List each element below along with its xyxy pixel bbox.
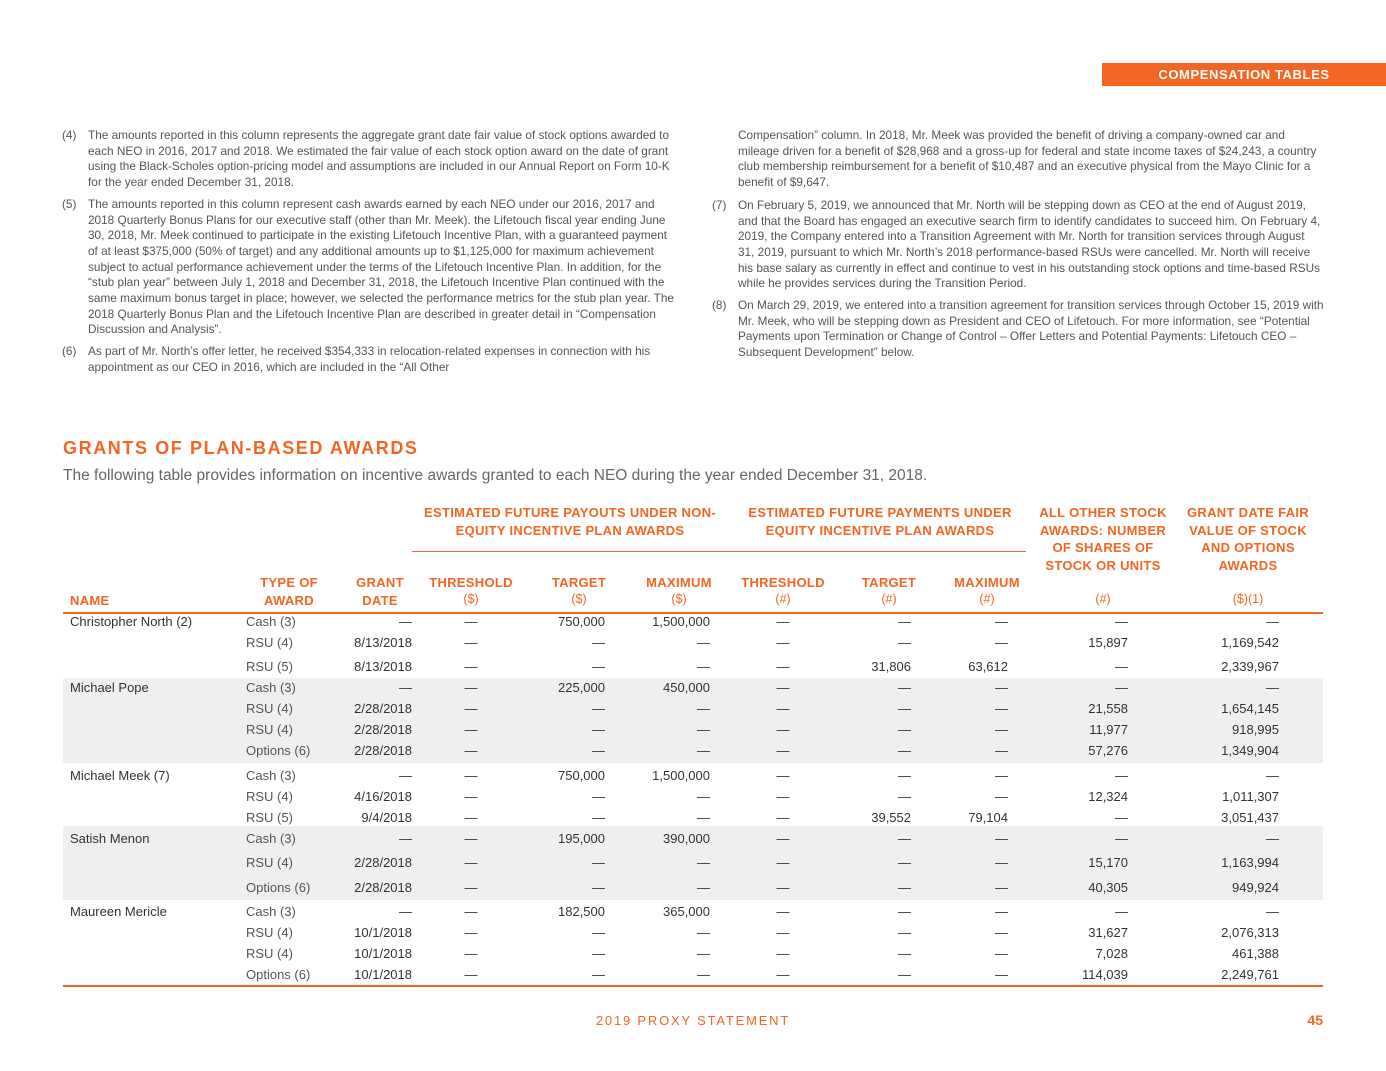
cell-ne-tgt: 225,000 <box>558 680 605 695</box>
cell-eq-max: — <box>995 614 1008 629</box>
cell-eq-tgt: — <box>898 743 911 758</box>
cell-eq-max: 79,104 <box>968 810 1008 825</box>
cell-ne-thr: — <box>464 904 478 919</box>
table-row <box>0 923 1386 944</box>
footnote-text: On February 5, 2019, we announced that Mr. North will be stepping down as CEO at the end of August 2019, and that the Board has engaged an executive search firm to identify candidates to succeed him. On February 4, 2019, the Company entered into a Transition Agreement with Mr. North for transition services through August 31, 2019, pursuant to which Mr. North’s 2018 performance-based RSUs were cancelled. Mr. North will receive his base salary as currently in effect and continue to vest in his outstanding stock options and time-based RSUs while he provides services during the Transition Period. <box>738 197 1321 291</box>
cell-other: — <box>1115 904 1128 919</box>
cell-eq-thr: — <box>776 967 790 982</box>
cell-ne-tgt: — <box>592 701 605 716</box>
cell-ne-max: — <box>697 743 710 758</box>
footnote-text: The amounts reported in this column represent cash awards earned by each NEO under our 2016, 2017 and 2018 Quarterly Bonus Plans for our executive staff (other than Mr. Meek). the Lifetouch fiscal year ending June 30, 2018, Mr. Meek continued to participate in the existing Lifetouch Incentive Plan, with a guaranteed payment of at least $375,000 (50% of target) and any additional amounts up to $1,125,000 for maximum achievement subject to actual performance achievement under the terms of the Lifetouch Incentive Plan. In addition, for the “stub plan year” between July 1, 2018 and December 31, 2018, the Lifetouch Incentive Plan continued with the same maximum bonus target in place; however, we selected the performance metrics for the stub plan year. The 2018 Quarterly Bonus Plan and the Lifetouch Incentive Plan are described in greater detail in “Compensation Discussion and Analysis”. <box>88 196 674 337</box>
cell-other: — <box>1115 614 1128 629</box>
cell-ne-tgt: — <box>592 743 605 758</box>
table-bottom-rule <box>63 985 1323 987</box>
cell-ne-max: — <box>697 789 710 804</box>
cell-other: 31,627 <box>1088 925 1128 940</box>
cell-other: — <box>1115 768 1128 783</box>
cell-ne-tgt: — <box>592 880 605 895</box>
cell-name: Maureen Mericle <box>70 904 167 919</box>
cell-type: Cash (3) <box>246 831 296 846</box>
cell-ne-thr: — <box>464 635 478 650</box>
cell-fair: 1,163,994 <box>1221 855 1279 870</box>
cell-fair: — <box>1266 831 1279 846</box>
cell-ne-thr: — <box>464 831 478 846</box>
cell-ne-thr: — <box>464 789 478 804</box>
cell-fair: 1,169,542 <box>1221 635 1279 650</box>
cell-date: — <box>399 831 412 846</box>
unit-ne-maximum: ($) <box>671 592 687 606</box>
cell-type: Cash (3) <box>246 614 296 629</box>
header-ne-maximum: MAXIMUM <box>646 575 712 590</box>
cell-fair: 2,076,313 <box>1221 925 1279 940</box>
cell-type: RSU (4) <box>246 789 293 804</box>
unit-eq-maximum: (#) <box>979 592 995 606</box>
cell-eq-max: — <box>995 904 1008 919</box>
cell-eq-max: — <box>995 680 1008 695</box>
cell-eq-thr: — <box>776 635 790 650</box>
cell-eq-thr: — <box>776 904 790 919</box>
cell-fair: 2,339,967 <box>1221 659 1279 674</box>
table-row <box>0 808 1386 829</box>
cell-eq-tgt: — <box>898 880 911 895</box>
cell-ne-max: — <box>697 635 710 650</box>
cell-date: 2/28/2018 <box>354 722 412 737</box>
cell-other: — <box>1115 659 1128 674</box>
cell-date: 4/16/2018 <box>354 789 412 804</box>
header-other-stock-awards: ALL OTHER STOCK AWARDS: NUMBER OF SHARES OF STOCK OR UNITS <box>1039 505 1167 573</box>
cell-eq-max: — <box>995 855 1008 870</box>
cell-eq-tgt: — <box>898 614 911 629</box>
cell-ne-tgt: 750,000 <box>558 614 605 629</box>
cell-ne-max: — <box>697 967 710 982</box>
section-subtitle: The following table provides information on incentive awards granted to each NEO during the year ended December 31, 2018. <box>63 467 928 484</box>
cell-other: — <box>1115 810 1128 825</box>
section-tab: COMPENSATION TABLES <box>1102 63 1386 86</box>
cell-eq-max: — <box>995 880 1008 895</box>
unit-ne-threshold: ($) <box>463 592 479 606</box>
unit-eq-target: (#) <box>881 592 897 606</box>
cell-date: 10/1/2018 <box>354 925 412 940</box>
footnote-7 <box>712 198 1324 292</box>
cell-ne-tgt: 182,500 <box>558 904 605 919</box>
table-row <box>0 657 1386 678</box>
cell-other: 12,324 <box>1088 789 1128 804</box>
cell-fair: 461,388 <box>1232 946 1279 961</box>
header-eq-maximum: MAXIMUM <box>954 575 1020 590</box>
cell-other: 57,276 <box>1088 743 1128 758</box>
cell-other: 7,028 <box>1095 946 1128 961</box>
cell-other: — <box>1115 680 1128 695</box>
cell-eq-tgt: — <box>898 904 911 919</box>
cell-ne-tgt: — <box>592 722 605 737</box>
table-row <box>0 829 1386 850</box>
cell-fair: 1,349,904 <box>1221 743 1279 758</box>
cell-other: 114,039 <box>1081 967 1128 982</box>
cell-ne-thr: — <box>464 880 478 895</box>
cell-ne-thr: — <box>464 743 478 758</box>
cell-date: — <box>399 904 412 919</box>
table-row <box>0 902 1386 923</box>
cell-type: RSU (4) <box>246 946 293 961</box>
footnote-text: On March 29, 2019, we entered into a transition agreement for transition services through October 15, 2019 with Mr. Meek, who will be stepping down as President and CEO of Lifetouch. For more information, see “Potential Payments upon Termination or Change of Control – Offer Letters and Potential Payments: Lifetouch CEO – Subsequent Development” below. <box>738 298 1324 360</box>
cell-eq-thr: — <box>776 925 790 940</box>
table-row <box>0 678 1386 699</box>
cell-other: 15,897 <box>1088 635 1128 650</box>
cell-eq-max: — <box>995 722 1008 737</box>
table-row <box>0 853 1386 874</box>
table-row <box>0 633 1386 654</box>
table-row <box>0 612 1386 633</box>
cell-date: 2/28/2018 <box>354 743 412 758</box>
cell-ne-max: — <box>697 925 710 940</box>
cell-eq-max: — <box>995 635 1008 650</box>
cell-fair: — <box>1266 904 1279 919</box>
cell-eq-tgt: — <box>898 831 911 846</box>
footnotes-right <box>712 128 1324 367</box>
cell-date: 2/28/2018 <box>354 880 412 895</box>
footnote-5 <box>62 197 674 338</box>
cell-ne-tgt: — <box>592 789 605 804</box>
cell-eq-max: — <box>995 946 1008 961</box>
cell-fair: — <box>1266 680 1279 695</box>
cell-eq-tgt: — <box>898 768 911 783</box>
cell-eq-tgt: — <box>898 680 911 695</box>
cell-type: Options (6) <box>246 743 311 758</box>
cell-date: — <box>399 680 412 695</box>
cell-type: RSU (5) <box>246 810 293 825</box>
cell-eq-max: — <box>995 701 1008 716</box>
cell-fair: — <box>1266 614 1279 629</box>
cell-date: 8/13/2018 <box>354 635 412 650</box>
cell-eq-thr: — <box>776 946 790 961</box>
cell-type: RSU (5) <box>246 659 293 674</box>
cell-ne-max: 1,500,000 <box>652 768 710 783</box>
cell-eq-max: — <box>995 831 1008 846</box>
footnote-number: (8) <box>712 298 727 313</box>
cell-eq-thr: — <box>776 789 790 804</box>
header-ne-threshold: THRESHOLD <box>429 575 513 590</box>
cell-name: Christopher North (2) <box>70 614 193 629</box>
cell-eq-thr: — <box>776 614 790 629</box>
cell-type: Options (6) <box>246 880 311 895</box>
cell-ne-max: 365,000 <box>663 904 710 919</box>
cell-ne-thr: — <box>464 946 478 961</box>
cell-eq-tgt: — <box>898 722 911 737</box>
cell-ne-thr: — <box>464 614 478 629</box>
cell-ne-max: — <box>697 701 710 716</box>
cell-ne-tgt: — <box>592 810 605 825</box>
cell-ne-thr: — <box>464 855 478 870</box>
header-name: NAME <box>70 593 110 608</box>
footnote-number: (6) <box>62 344 77 359</box>
table-row <box>0 699 1386 720</box>
cell-eq-thr: — <box>776 659 790 674</box>
unit-eq-threshold: (#) <box>775 592 791 606</box>
cell-ne-thr: — <box>464 967 478 982</box>
cell-ne-max: 390,000 <box>663 831 710 846</box>
header-grant-date: GRANT DATE <box>356 575 404 608</box>
cell-eq-tgt: 39,552 <box>871 810 911 825</box>
cell-date: 2/28/2018 <box>354 701 412 716</box>
cell-eq-tgt: — <box>898 925 911 940</box>
cell-type: RSU (4) <box>246 701 293 716</box>
cell-ne-tgt: 195,000 <box>558 831 605 846</box>
cell-type: Cash (3) <box>246 680 296 695</box>
cell-eq-tgt: 31,806 <box>871 659 911 674</box>
cell-ne-thr: — <box>464 768 478 783</box>
table-row <box>0 787 1386 808</box>
cell-ne-max: — <box>697 659 710 674</box>
unit-ne-target: ($) <box>571 592 587 606</box>
cell-other: — <box>1115 831 1128 846</box>
footnote-text: The amounts reported in this column represents the aggregate grant date fair value of stock options awarded to each NEO in 2016, 2017 and 2018. We estimated the fair value of each stock option award on the date of grant using the Black-Scholes option-pricing model and assumptions are included in our Annual Report on Form 10-K for the year ended December 31, 2018. <box>88 128 670 190</box>
header-type-of-award: TYPE OF AWARD <box>260 575 318 608</box>
cell-ne-thr: — <box>464 680 478 695</box>
footnote-6-continued: Compensation” column. In 2018, Mr. Meek was provided the benefit of driving a company-owned car and mileage driven for a benefit of $28,968 and a gross-up for federal and state income taxes of $24,243, a country club membership reimbursement for a benefit of $10,487 and an executive physical from the Mayo Clinic for a benefit of $9,647. <box>738 128 1317 190</box>
cell-fair: 1,654,145 <box>1221 701 1279 716</box>
cell-ne-thr: — <box>464 810 478 825</box>
cell-fair: 1,011,307 <box>1222 789 1279 804</box>
cell-ne-max: 1,500,000 <box>652 614 710 629</box>
cell-eq-thr: — <box>776 722 790 737</box>
cell-ne-max: — <box>697 722 710 737</box>
cell-eq-tgt: — <box>898 946 911 961</box>
cell-eq-tgt: — <box>898 789 911 804</box>
cell-ne-thr: — <box>464 722 478 737</box>
cell-type: RSU (4) <box>246 722 293 737</box>
cell-type: RSU (4) <box>246 635 293 650</box>
cell-fair: 918,995 <box>1232 722 1279 737</box>
table-row <box>0 965 1386 986</box>
cell-fair: — <box>1266 768 1279 783</box>
cell-ne-max: — <box>697 946 710 961</box>
cell-date: 9/4/2018 <box>361 810 412 825</box>
header-group-equity: ESTIMATED FUTURE PAYMENTS UNDER EQUITY INCENTIVE PLAN AWARDS <box>748 505 1012 538</box>
cell-name: Satish Menon <box>70 831 150 846</box>
footnote-number: (5) <box>62 196 77 211</box>
header-grant-date-fair-value: GRANT DATE FAIR VALUE OF STOCK AND OPTIONS AWARDS <box>1187 505 1309 573</box>
header-eq-threshold: THRESHOLD <box>741 575 825 590</box>
footer-title: 2019 PROXY STATEMENT <box>595 1013 791 1028</box>
cell-eq-thr: — <box>776 831 790 846</box>
cell-eq-thr: — <box>776 855 790 870</box>
cell-eq-tgt: — <box>898 855 911 870</box>
cell-ne-tgt: — <box>592 925 605 940</box>
cell-ne-tgt: — <box>592 946 605 961</box>
unit-other-stock-awards: (#) <box>1095 592 1111 606</box>
cell-type: Cash (3) <box>246 904 296 919</box>
footnote-6 <box>62 344 674 375</box>
table-row <box>0 720 1386 741</box>
cell-date: — <box>399 768 412 783</box>
cell-fair: 2,249,761 <box>1221 967 1279 982</box>
cell-date: 8/13/2018 <box>354 659 412 674</box>
cell-other: 11,977 <box>1089 722 1128 737</box>
cell-eq-tgt: — <box>898 701 911 716</box>
cell-date: 10/1/2018 <box>354 946 412 961</box>
cell-eq-thr: — <box>776 680 790 695</box>
cell-type: Cash (3) <box>246 768 296 783</box>
cell-ne-thr: — <box>464 659 478 674</box>
section-title: GRANTS OF PLAN-BASED AWARDS <box>63 438 419 458</box>
cell-name: Michael Meek (7) <box>70 768 170 783</box>
footnotes-left <box>62 128 674 382</box>
group-divider <box>412 551 1026 552</box>
unit-grant-date-fair-value: ($)(1) <box>1232 592 1264 606</box>
page-number: 45 <box>1307 1012 1323 1028</box>
header-eq-target: TARGET <box>861 575 917 590</box>
cell-other: 40,305 <box>1088 880 1128 895</box>
cell-ne-max: — <box>697 810 710 825</box>
header-group-non-equity: ESTIMATED FUTURE PAYOUTS UNDER NON-EQUITY INCENTIVE PLAN AWARDS <box>424 505 716 538</box>
cell-eq-thr: — <box>776 768 790 783</box>
cell-eq-max: — <box>995 768 1008 783</box>
cell-eq-tgt: — <box>898 635 911 650</box>
cell-eq-max: — <box>995 967 1008 982</box>
cell-ne-max: — <box>697 880 710 895</box>
footnote-number: (7) <box>712 197 727 212</box>
cell-other: 15,170 <box>1088 855 1128 870</box>
cell-fair: 949,924 <box>1232 880 1279 895</box>
table-row <box>0 741 1386 762</box>
table-row <box>0 944 1386 965</box>
cell-eq-max: — <box>995 789 1008 804</box>
cell-date: 10/1/2018 <box>354 967 412 982</box>
cell-eq-thr: — <box>776 701 790 716</box>
cell-eq-thr: — <box>776 743 790 758</box>
cell-ne-tgt: — <box>592 967 605 982</box>
cell-type: Options (6) <box>246 967 311 982</box>
cell-eq-max: — <box>995 743 1008 758</box>
cell-eq-max: 63,612 <box>968 659 1008 674</box>
cell-eq-max: — <box>995 925 1008 940</box>
cell-fair: 3,051,437 <box>1221 810 1279 825</box>
cell-ne-thr: — <box>464 925 478 940</box>
cell-type: RSU (4) <box>246 925 293 940</box>
cell-ne-tgt: — <box>592 855 605 870</box>
cell-name: Michael Pope <box>70 680 149 695</box>
cell-date: — <box>399 614 412 629</box>
table-row <box>0 766 1386 787</box>
footnote-text: As part of Mr. North’s offer letter, he received $354,333 in relocation-related expenses in connection with his appointment as our CEO in 2016, which are included in the “All Other <box>88 344 651 374</box>
cell-eq-tgt: — <box>898 967 911 982</box>
cell-type: RSU (4) <box>246 855 293 870</box>
cell-eq-thr: — <box>776 810 790 825</box>
cell-ne-thr: — <box>464 701 478 716</box>
cell-ne-tgt: 750,000 <box>558 768 605 783</box>
cell-ne-max: 450,000 <box>663 680 710 695</box>
table-row <box>0 878 1386 899</box>
footnote-8 <box>712 298 1324 361</box>
cell-ne-tgt: — <box>592 635 605 650</box>
footnote-4 <box>62 128 674 191</box>
cell-ne-max: — <box>697 855 710 870</box>
cell-other: 21,558 <box>1088 701 1128 716</box>
header-ne-target: TARGET <box>551 575 607 590</box>
cell-date: 2/28/2018 <box>354 855 412 870</box>
cell-ne-tgt: — <box>592 659 605 674</box>
footnote-number: (4) <box>62 128 77 142</box>
cell-eq-thr: — <box>776 880 790 895</box>
